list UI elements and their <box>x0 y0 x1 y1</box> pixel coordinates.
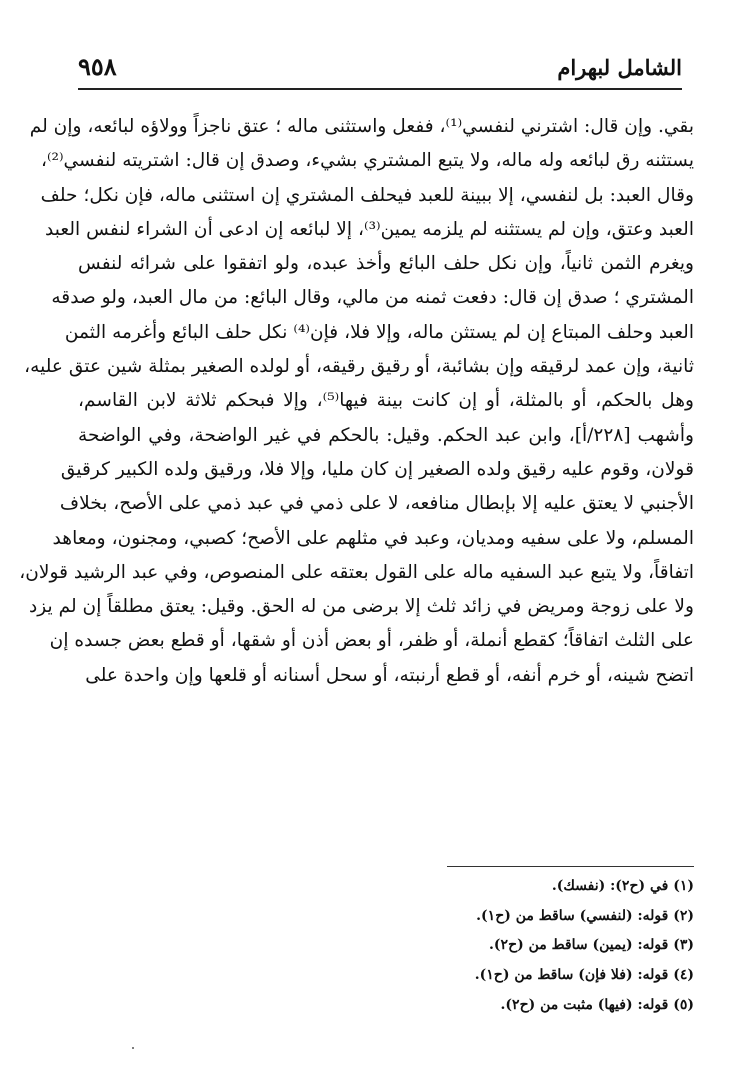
body-line: اتفاقاً، ولا يتبع عبد السفيه ماله على القول بعتقه على المنصوص، وفي عبد الرشيد قولان، <box>19 561 694 583</box>
body-line: على الثلث اتفاقاً؛ كقطع أنملة، أو ظفر، أو بعض أذن أو شقها، أو قطع بعض جسده إن <box>49 630 694 652</box>
page-number: ٩٥٨ <box>78 52 117 81</box>
body-line: ثانية، وإن عمد لرقيقه وإن بشائبة، أو رقيق رقيقه، أو لولده الصغير بمثلة شين عتق عليه، <box>24 356 694 378</box>
body-line: ولا على زوجة ومريض في زائد ثلث إلا برضى من له الحق. وقيل: يعتق مطلقاً إن لم يزد <box>28 596 694 618</box>
footnote: (١) في (ح٢): (نفسك). <box>551 878 694 894</box>
body-line: العبد وعتق، وإن لم يستثنه لم يلزمه يمين⁽³⁾، إلا لبائعه إن ادعى أن الشراء لنفس العبد <box>45 218 694 240</box>
body-line: بقي. وإن قال: اشترني لنفسي⁽¹⁾، ففعل واستثنى ماله ؛ عتق ناجزاً وولاؤه لبائعه، وإن لم <box>29 116 694 137</box>
header-rule <box>78 88 682 90</box>
body-line: قولان، وقوم عليه رقيق ولده الصغير إن كان مليا، وإلا فلا، ورقيق ولده الكبير كرقيق <box>60 458 694 480</box>
body-line: المشتري ؛ صدق إن قال: دفعت ثمنه من مالي، وقال البائع: من مال العبد، ولو صدقه <box>51 287 694 309</box>
body-line: الأجنبي لا يعتق عليه إلا بإبطال منافعه، لا على ذمي في عبد ذمي على الأصح، بخلاف <box>59 493 694 515</box>
footnote: (٢) قوله: (لنفسي) ساقط من (ح١). <box>476 907 694 924</box>
body-line: المسلم، ولا على سفيه ومديان، وعبد في مثلهم على الأصح؛ كصبي، ومجنون، ومعاهد <box>52 527 694 549</box>
body-line: وهل بالحكم، أو بالمثلة، أو إن كانت بينة فيها⁽⁵⁾، وإلا فبحكم ثلاثة لابن القاسم، <box>78 390 695 412</box>
footnote-rule <box>447 866 694 867</box>
footnotes <box>174 872 694 1020</box>
body-line: العبد وحلف المبتاع إن لم يستثن ماله، وإلا فلا، فإن⁽⁴⁾ نكل حلف البائع وأغرمه الثمن <box>64 321 694 343</box>
body-text <box>19 110 695 693</box>
footnote: (٥) قوله: (فيها) مثبت من (ح٢). <box>500 996 694 1013</box>
body-line: وقال العبد: بل لنفسي، إلا ببينة للعبد فيحلف المشتري إن استثنى ماله، فإن نكل؛ حلف <box>40 184 694 206</box>
body-line: وأشهب [٢٢٨/أ]، وابن عبد الحكم. وقيل: بالحكم في غير الواضحة، وفي الواضحة <box>78 424 694 446</box>
body-line: اتضح شينه، أو خرم أنفه، أو قطع أرنبته، أو سحل أسنانه أو قلعها وإن واحدة على <box>85 664 694 686</box>
page-header <box>78 52 682 96</box>
footnote: (٤) قوله: (فلا فإن) ساقط من (ح١). <box>474 967 694 984</box>
body-line: ويغرم الثمن ثانياً، وإن نكل حلف البائع وأخذ عبده، ولو اتفقوا على شرائه لنفس <box>78 253 694 275</box>
body-line: يستثنه رق لبائعه وله ماله، ولا يتبع المشتري بشيء، وصدق إن قال: اشتريته لنفسي⁽²⁾، <box>40 150 694 172</box>
footnote: (٣) قوله: (يمين) ساقط من (ح٢). <box>489 937 694 954</box>
running-title: الشامل لبهرام <box>557 55 682 80</box>
scan-speck <box>132 1047 134 1049</box>
